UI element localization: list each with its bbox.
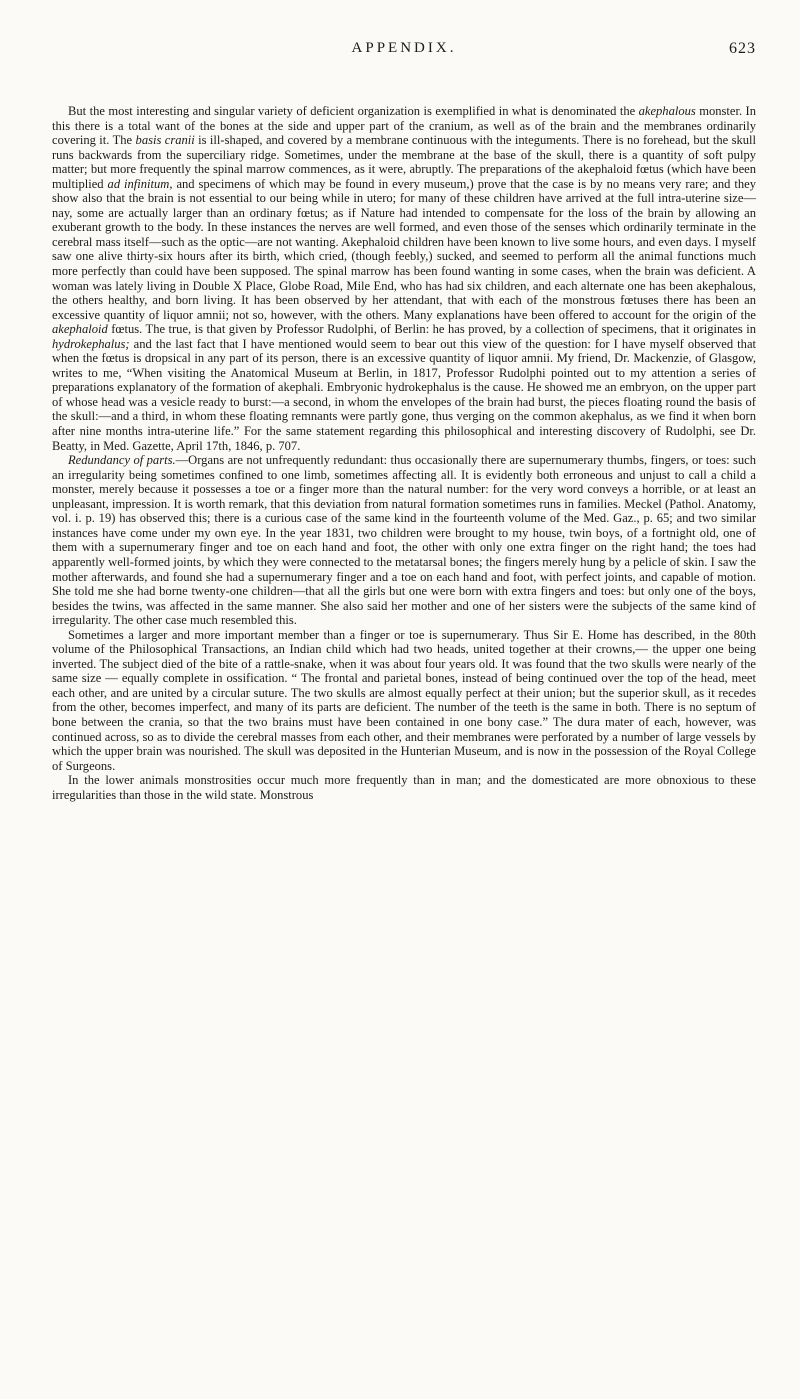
paragraph xyxy=(52,773,756,802)
italic-text: akephalous xyxy=(638,104,696,118)
italic-text: hydrokephalus; xyxy=(52,336,130,351)
text-run: is ill-shaped, and covered by a membrane continuous with the integuments. There is no forehead, but the skull runs backwards from the superciliary ridge. Sometimes, under the membrane at the base of the skull, there is a quantity of soft pulpy matter; but more frequently the spinal marrow commences, as it were, abruptly. The preparations of the akephaloid fœtus (which have been multiplied xyxy=(52,133,756,191)
italic-text: Redundancy of parts. xyxy=(68,453,176,468)
text-run: , and specimens of which may be found in every museum,) prove that the case is by no means very rare; and they show also that the brain is not essential to our being while in utero; for many of these children have arrived at the full intra-uterine size—nay, some are actually larger than an ordinary fœtus; as if Nature had intended to compensate for the loss of the brain by allowing an exuberant growth to the body. In these instances the nerves are well formed, and even those of the senses which ordinarily terminate in the cerebral mass itself—such as the optic—are not wanting. Akephaloid children have been known to live some hours, and even days. I myself saw one alive thirty-six hours after its birth, which cried, (though feebly,) sucked, and seemed to perform all the animal functions much more perfectly than could have been supposed. The spinal marrow has been found wanting in some cases, when the brain was deficient. A woman was lately living in Double X Place, Globe Road, Mile End, who has had six children, and each alternate one has been akephalous, the others healthy, and born living. It has been observed by her attendant, that with each of the monstrous fœtuses there has been an excessive quantity of liquor amnii; not so, however, with the others. Many explanations have been offered to account for the origin of the xyxy=(52,176,757,322)
text-run: monster. In this there is a total want of the bones at the side and upper part of the cranium, as well as of the brain and the membranes ordinarily covering it. The xyxy=(52,104,756,148)
body-text xyxy=(52,104,756,802)
page-number: 623 xyxy=(729,40,756,57)
text-run: In the lower animals monstrosities occur much more frequently than in man; and the domesticated are more obnoxious to these irregularities than those in the wild state. Monstrous xyxy=(52,773,756,802)
book-page xyxy=(52,40,756,1380)
text-run: and the last fact that I have mentioned would seem to bear out this view of the question: for I have myself observed that when the fœtus is dropsical in any part of its person, there is an excessive quantity of liquor amnii. My friend, Dr. Mackenzie, of Glasgow, writes to me, “When visiting the Anatomical Museum at Berlin, in 1817, Professor Rudolphi pointed out to my attention a series of preparations explanatory of the formation of akephali. Embryonic hydrokephalus is the cause. He showed me an embryon, on the upper part of whose head was a vesicle ready to burst:—a second, in whom the envelopes of the brain had burst, the pieces floating round the basis of the skull:—and a third, in whom these floating remnants were partly gone, thus verging on the common akephalus, as we find it when born after nine months intra-uterine life.” For the same statement regarding this philosophical and interesting discovery of Rudolphi, see Dr. Beatty, in Med. Gazette, April 17th, 1846, p. 707. xyxy=(52,336,756,453)
italic-text: ad infinitum xyxy=(107,176,170,191)
text-run: fœtus. The true, is that given by Professor Rudolphi, of Berlin: he has proved, by a collection of specimens, that it originates in xyxy=(107,322,756,337)
italic-text: akephaloid xyxy=(52,322,108,337)
paragraph xyxy=(52,104,756,453)
running-title: APPENDIX. xyxy=(351,40,457,56)
paragraph xyxy=(52,628,756,773)
running-head xyxy=(52,40,756,68)
paragraph xyxy=(52,453,756,628)
italic-text: basis cranii xyxy=(135,133,195,148)
text-run: —Organs are not unfrequently redundant: thus occasionally there are supernumerary thumbs, fingers, or toes: such an irregularity being sometimes confined to one limb, sometimes affecting all. It is evidently both erroneous and unjust to call a child a monster, merely because it possesses a toe or a finger more than the natural number: for the very word conveys a horrible, or at least an unpleasant, impression. It is worth remark, that this deviation from natural formation sometimes runs in families. Meckel (Pathol. Anatomy, vol. i. p. 19) has observed this; there is a curious case of the same kind in the fourteenth volume of the Med. Gaz., p. 65; and two similar instances have come under my own eye. In the year 1831, two children were brought to my house, twin boys, of a fortnight old, one of them with a supernumerary finger and toe on each hand and foot, the other with only one extra finger on the right hand; the toes had apparently well-formed joints, by which they were connected to the metatarsal bones; the fingers merely hung by a pelicle of skin. I saw the mother afterwards, and found she had a supernumerary finger and a toe on each hand and foot, with perfect joints, and capable of motion. She told me she had borne twenty-one children—that all the girls but one were born with extra fingers and toes: but only one of the boys, besides the twins, was affected in the same manner. She also said her mother and one of her sisters were the subjects of the same kind of irregularity. The other case much resembled this. xyxy=(52,453,757,628)
text-run: But the most interesting and singular variety of deficient organization is exemplified in what is denominated the xyxy=(68,104,639,118)
text-run: Sometimes a larger and more important member than a finger or toe is supernumerary. Thus Sir E. Home has described, in the 80th volume of the Philosophical Transactions, an Indian child which had two heads, united together at their crowns,— the upper one being inverted. The subject died of the bite of a rattle-snake, when it was about four years old. It was found that the two skulls were nearly of the same size — equally complete in ossification. “ The frontal and parietal bones, instead of being continued over the top of the head, meet each other, and are united by a circular suture. The two skulls are almost equally perfect at their union; but the superior skull, as it recedes from the other, becomes imperfect, and many of its parts are deficient. The number of the teeth is the same in both. There is no septum of bone between the crania, so that the two brains must have been contained in one bony case.” The dura mater of each, however, was continued across, so as to divide the cerebral masses from each other, and their membranes were perforated by a number of large vessels by which the upper brain was nourished. The skull was deposited in the Hunterian Museum, and is now in the possession of the Royal College of Surgeons. xyxy=(52,627,756,773)
